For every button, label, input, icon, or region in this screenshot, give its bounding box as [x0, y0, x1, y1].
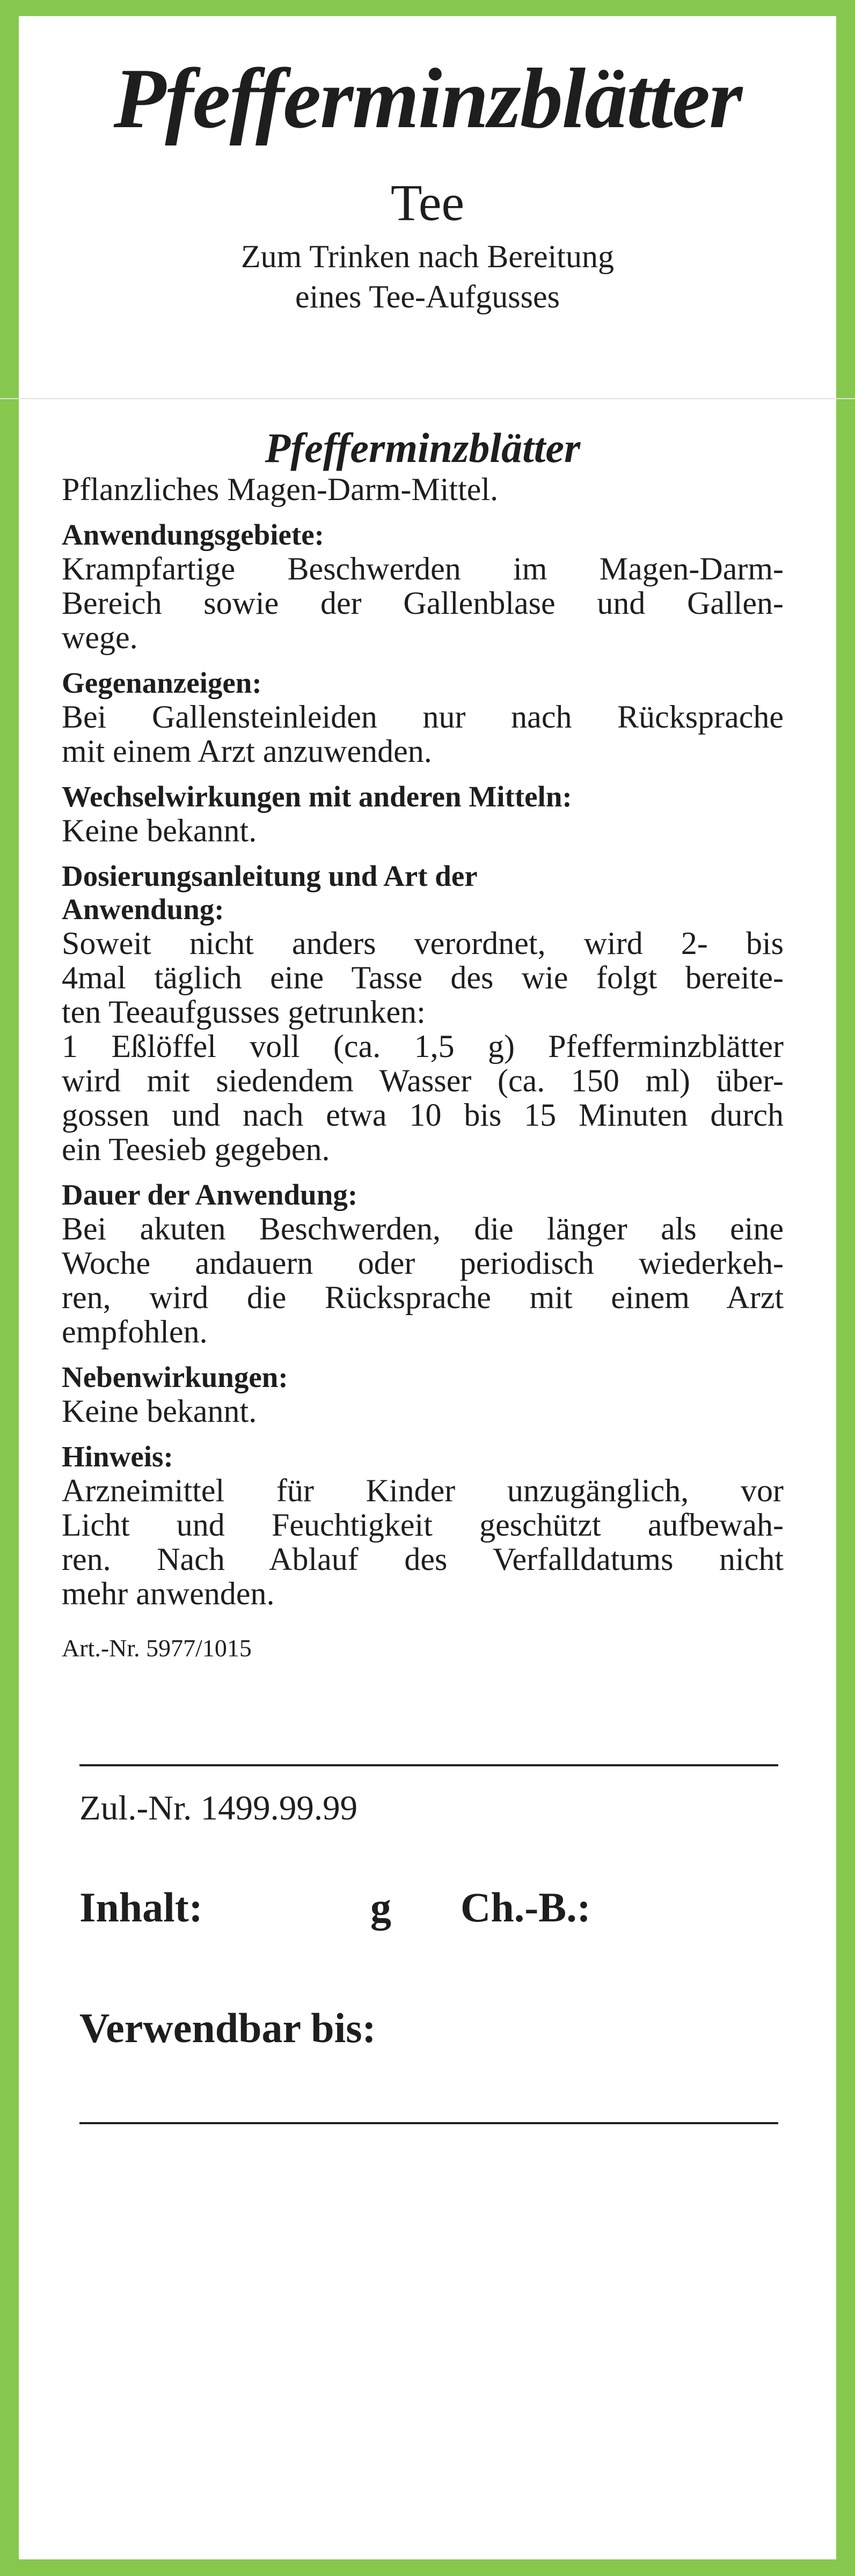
content-unit: g	[370, 1884, 391, 1931]
section-text-line: wird mit siedendem Wasser (ca. 150 ml) über-	[62, 1063, 784, 1098]
section-text-line: Soweit nicht anders verordnet, wird 2- bis	[62, 926, 784, 961]
divider	[79, 1764, 778, 1766]
preparation-note-line-1: Zum Trinken nach Bereitung	[241, 239, 614, 274]
section-text-line: empfohlen.	[62, 1314, 208, 1349]
section-text-line: 1 Eßlöffel voll (ca. 1,5 g) Pfefferminzblätter	[62, 1029, 784, 1064]
section-text-line: Arzneimittel für Kinder unzugänglich, vor	[62, 1473, 784, 1508]
section-text-line: wege.	[62, 620, 138, 655]
section-text-line: ren. Nach Ablauf des Verfalldatums nicht	[62, 1542, 784, 1577]
product-category: Pflanzliches Magen-Darm-Mittel.	[62, 472, 499, 507]
batch-label: Ch.-B.:	[461, 1884, 591, 1931]
divider	[79, 2122, 778, 2124]
product-form: Tee	[390, 174, 465, 231]
section-text-line: mehr anwenden.	[62, 1576, 275, 1611]
section-text-line: Woche andauern oder periodisch wiederkeh-	[62, 1245, 784, 1281]
section-text-line: Keine bekannt.	[62, 813, 257, 848]
leaflet-title: Pfefferminzblätter	[265, 424, 581, 471]
section-text-line: ren, wird die Rücksprache mit einem Arzt	[62, 1280, 784, 1315]
section-heading: Nebenwirkungen:	[62, 1361, 288, 1393]
section-text-line: Licht und Feuchtigkeit geschützt aufbewah-	[62, 1507, 784, 1543]
product-title: Pfefferminzblätter	[113, 50, 742, 146]
expiry-label: Verwendbar bis:	[79, 2005, 376, 2051]
section-heading: Dauer der Anwendung:	[62, 1178, 358, 1211]
section-text-line: Bei akuten Beschwerden, die länger als eine	[62, 1211, 784, 1246]
section-text-line: Bereich sowie der Gallenblase und Gallen-	[62, 585, 784, 621]
fold-line	[0, 398, 855, 399]
section-text-line: gossen und nach etwa 10 bis 15 Minuten durch	[62, 1097, 784, 1133]
section-heading: Anwendung:	[62, 893, 224, 926]
section-heading: Wechselwirkungen mit anderen Mitteln:	[62, 780, 572, 813]
preparation-note-line-2: eines Tee-Aufgusses	[295, 279, 560, 314]
package-leaflet	[62, 424, 784, 1664]
section-text-line: Keine bekannt.	[62, 1393, 257, 1429]
section-heading: Anwendungsgebiete:	[62, 518, 324, 551]
section-text-line: 4mal täglich eine Tasse des wie folgt bereite-	[62, 960, 784, 995]
section-text-line: ein Teesieb gegeben.	[62, 1132, 330, 1167]
section-heading: Hinweis:	[62, 1440, 173, 1473]
section-text-line: Krampfartige Beschwerden im Magen-Darm-	[62, 551, 784, 586]
approval-number: Zul.-Nr. 1499.99.99	[79, 1789, 358, 1828]
section-heading: Dosierungsanleitung und Art der	[62, 860, 478, 892]
section-heading: Gegenanzeigen:	[62, 666, 262, 699]
section-text-line: ten Teeaufgusses getrunken:	[62, 994, 426, 1030]
content-label: Inhalt:	[79, 1884, 203, 1931]
article-number: Art.-Nr. 5977/1015	[62, 1634, 252, 1662]
section-text-line: Bei Gallensteinleiden nur nach Rücksprache	[62, 699, 784, 735]
section-text-line: mit einem Arzt anzuwenden.	[62, 733, 432, 769]
